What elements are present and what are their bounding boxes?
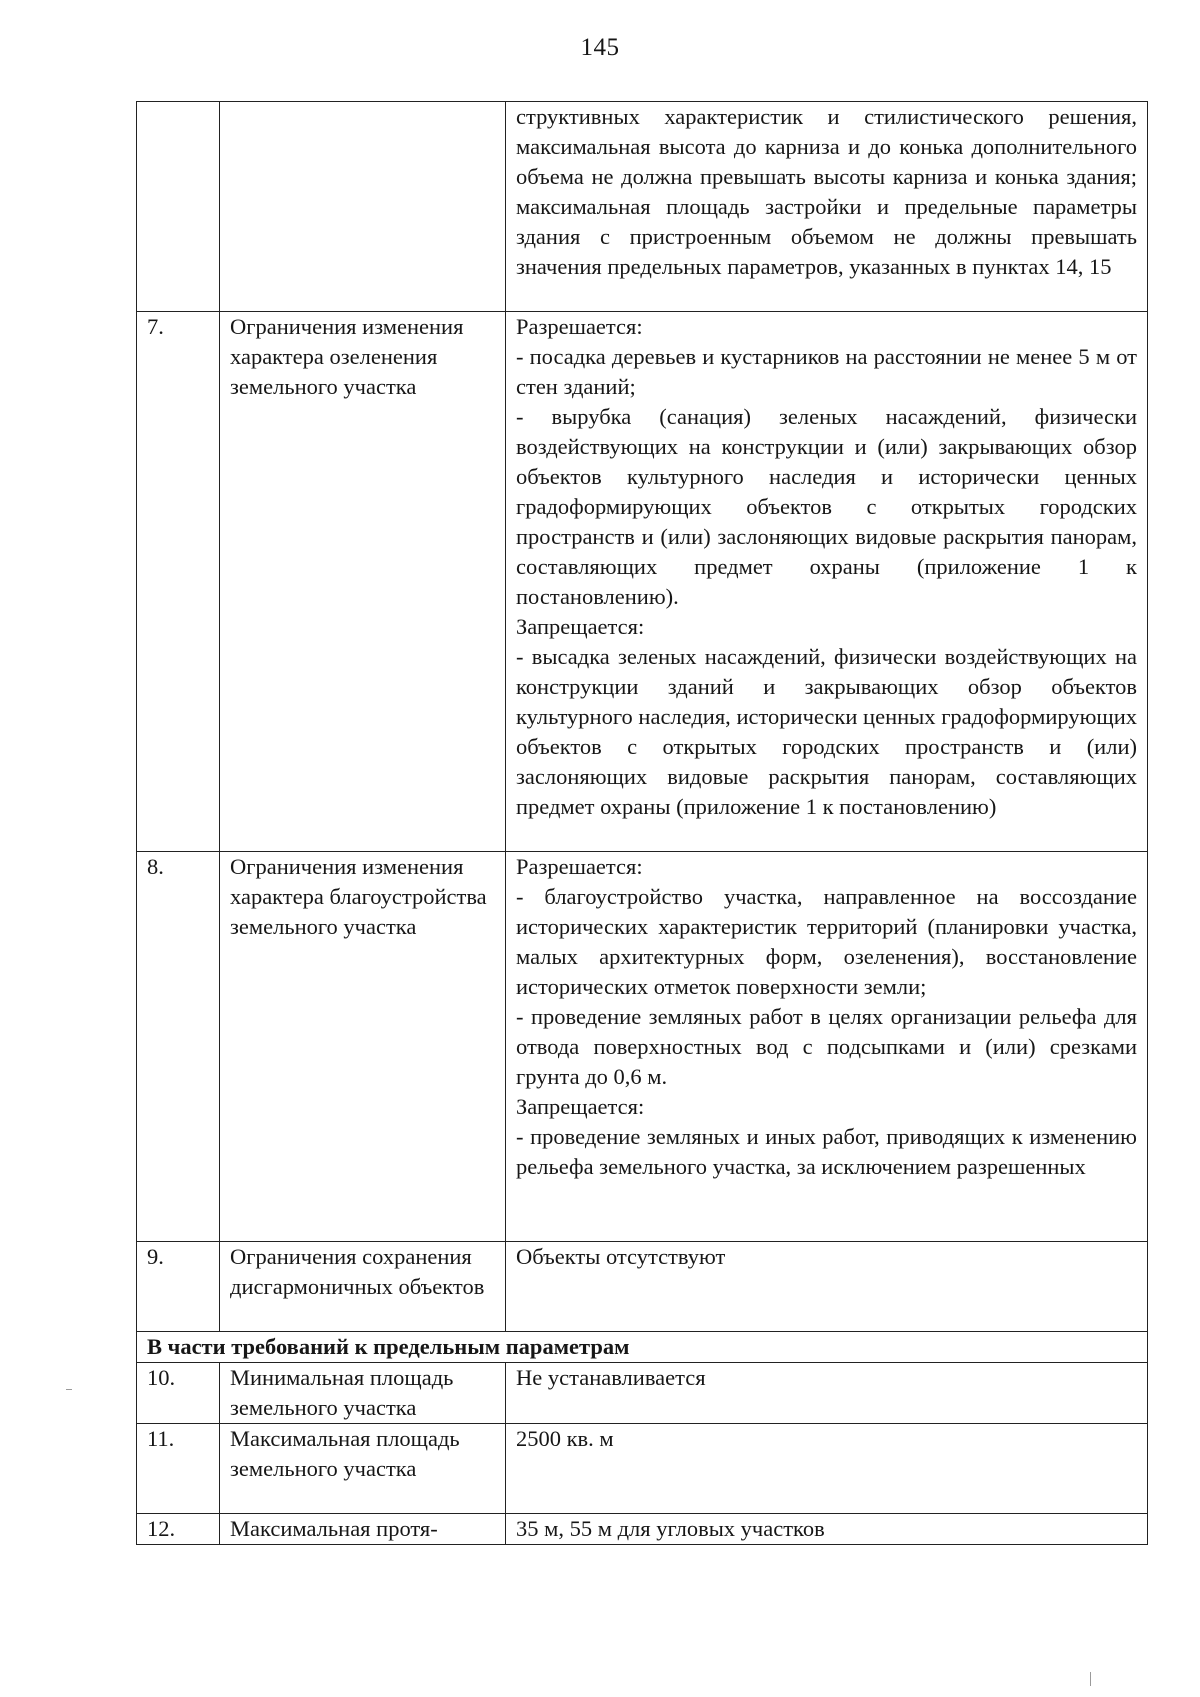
scan-mark [1090,1672,1091,1686]
row-name: Ограничения изменения характера озеленения земельного участка [220,312,506,852]
row-number: 12. [137,1514,220,1545]
row-description [506,1242,1148,1332]
description-paragraph: Запрещается: [516,1094,645,1119]
description-paragraph: - проведение земляных работ в целях организации рельефа для отвода поверхностных вод с подсыпками и (или) срезками грунта до 0,6 м. [516,1004,1137,1089]
description-paragraph: Не устанавливается [516,1365,706,1390]
description-paragraph: - благоустройство участка, направленное на воссоздание исторических характеристик территорий (планировки участка, малых архитектурных форм, озеленения), восстановление исторических отметок поверхности земли; [516,884,1137,999]
row-name: Максимальная протя- [220,1514,506,1545]
table-row [137,1363,1148,1424]
description-paragraph: 2500 кв. м [516,1426,614,1451]
row-name: Ограничения изменения характера благоустройства земельного участка [220,852,506,1242]
table-row [137,852,1148,1242]
row-number: 10. [137,1363,220,1424]
row-name: Минимальная площадь земельного участка [220,1363,506,1424]
table-row [137,1424,1148,1514]
regulations-table [136,101,1148,1545]
row-number: 8. [137,852,220,1242]
section-heading-row [137,1332,1148,1363]
description-paragraph: - вырубка (санация) зеленых насаждений, физически воздействующих на конструкции и (или) закрывающих обзор объектов культурного наследия и исторически ценных градоформирующих объектов с открытых городских пространств и (или) заслоняющих видовые раскрытия панорам, составляющих предмет охраны (приложение 1 к постановлению). [516,404,1137,609]
page-number: 145 [580,34,620,61]
description-paragraph: Объекты отсутствуют [516,1244,726,1269]
row-description [506,852,1148,1242]
row-number: 9. [137,1242,220,1332]
table-row [137,1242,1148,1332]
table-row [137,1514,1148,1545]
description-paragraph: Разрешается: [516,854,643,879]
row-description [506,1424,1148,1514]
row-number: 11. [137,1424,220,1514]
row-name: Ограничения сохранения дисгармоничных объектов [220,1242,506,1332]
row-number [137,102,220,312]
description-paragraph: - высадка зеленых насаждений, физически воздействующих на конструкции зданий и закрывающих обзор объектов культурного наследия, исторически ценных градоформирующих объектов с открытых городских пространств и (или) заслоняющих видовые раскрытия панорам, составляющих предмет охраны (приложение 1 к постановлению) [516,644,1137,819]
description-paragraph: - проведение земляных и иных работ, приводящих к изменению рельефа земельного участка, за исключением разрешенных [516,1124,1137,1179]
row-description [506,102,1148,312]
description-paragraph: Разрешается: [516,314,643,339]
description-paragraph: Запрещается: [516,614,645,639]
section-heading: В части требований к предельным параметрам [137,1332,1148,1363]
row-description [506,1363,1148,1424]
row-number: 7. [137,312,220,852]
scan-mark [66,1389,72,1390]
description-paragraph: 35 м, 55 м для угловых участков [516,1516,825,1541]
table-row [137,312,1148,852]
table-row [137,102,1148,312]
row-description [506,1514,1148,1545]
description-paragraph: - посадка деревьев и кустарников на расстоянии не менее 5 м от стен зданий; [516,344,1137,399]
row-name: Максимальная площадь земельного участка [220,1424,506,1514]
row-description [506,312,1148,852]
description-paragraph: структивных характеристик и стилистического решения, максимальная высота до карниза и до конька дополнительного объема не должна превышать высоты карниза и конька здания; максимальная площадь застройки и предельные параметры здания с пристроенным объемом не должны превышать значения предельных параметров, указанных в пунктах 14, 15 [516,104,1137,279]
row-name [220,102,506,312]
